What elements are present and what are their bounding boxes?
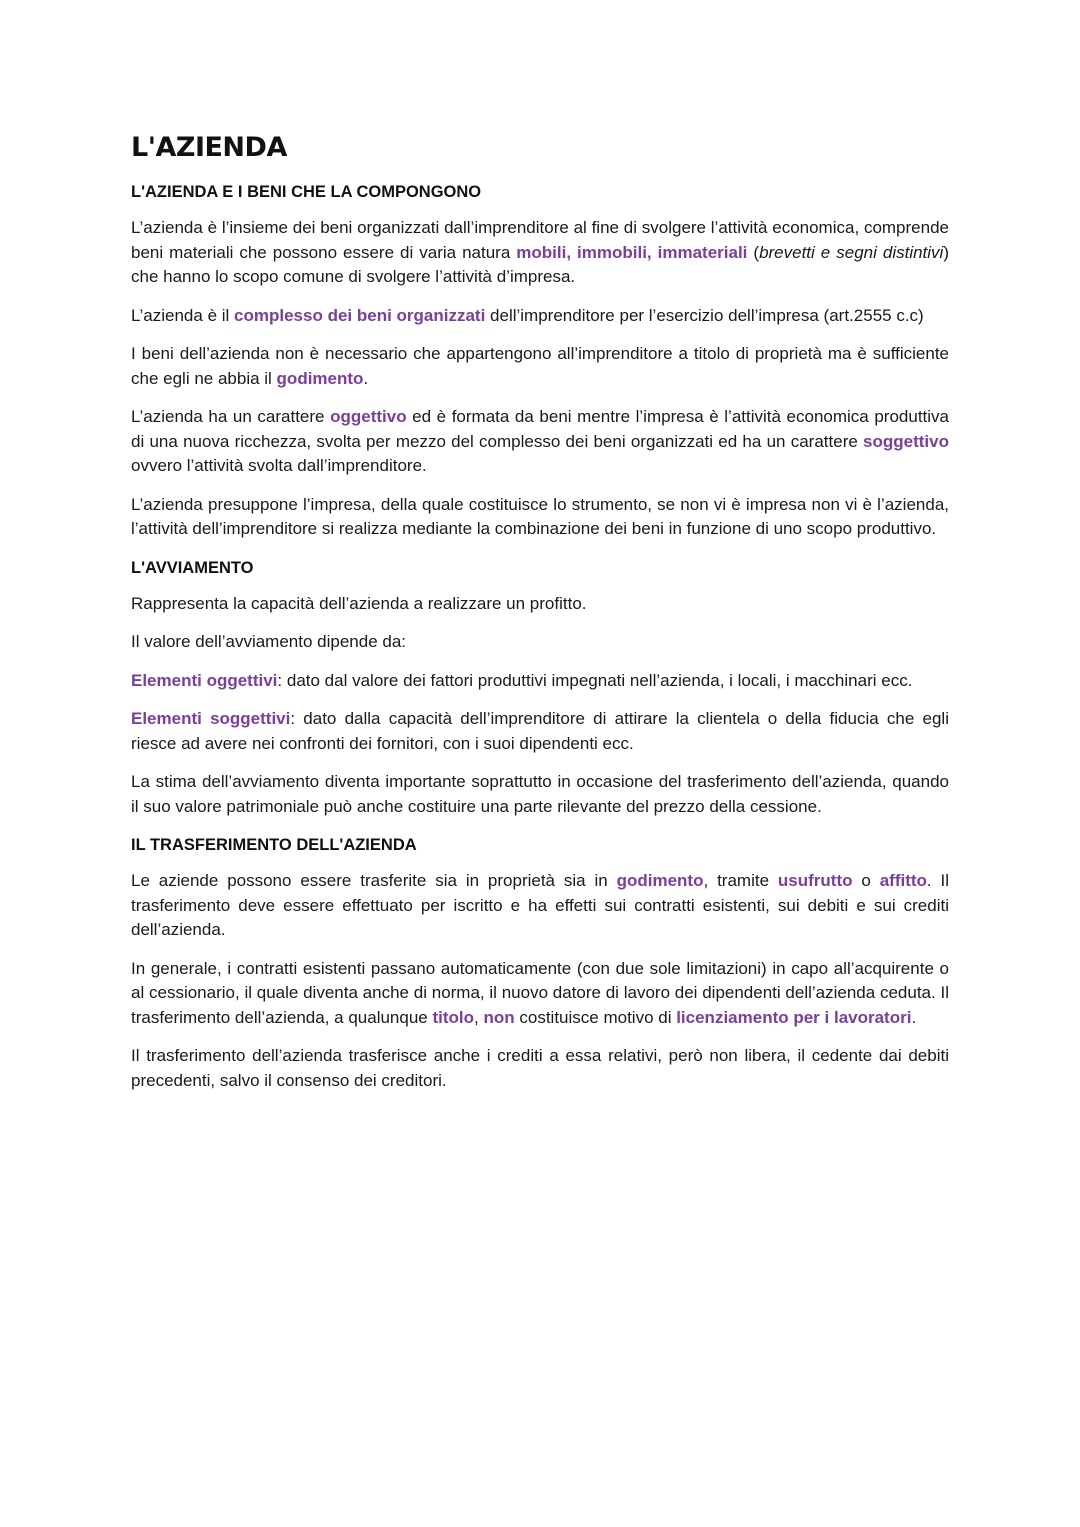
highlighted-term: Elementi soggettivi [131, 709, 291, 728]
text-run: L’azienda è il [131, 305, 235, 325]
paragraph [131, 592, 949, 617]
highlighted-term: oggettivo [330, 407, 407, 426]
text-run: L’azienda è l’insieme dei beni organizzati dall’imprenditore al fine di svolgere l’attività economica, comprende beni materiali che possono essere di varia natura [131, 218, 949, 262]
paragraph [131, 957, 949, 1031]
text-run: L’azienda ha un carattere [131, 407, 331, 426]
document-body [131, 180, 949, 1093]
document-title: L'AZIENDA [131, 132, 287, 163]
paragraph [131, 304, 949, 329]
paragraph [131, 405, 949, 479]
highlighted-term: titolo [432, 1007, 475, 1027]
text-run: ovvero l’attività svolta dall’imprenditore. [131, 456, 427, 475]
paragraph [131, 770, 949, 819]
highlighted-term: complesso dei beni organizzati [234, 305, 486, 325]
paragraph [131, 630, 949, 655]
text-run: . [911, 1007, 917, 1027]
text-run: Il valore dell’avviamento dipende da: [131, 632, 407, 651]
section-heading: L'AZIENDA E I BENI CHE LA COMPONGONO [131, 183, 482, 201]
document-page [131, 128, 949, 1107]
highlighted-term: usufrutto [777, 871, 853, 890]
text-run: ed è formata da beni mentre l’impresa è l’attività economica produttiva di una nuova ricchezza, svolta per mezzo del complesso dei beni organizzati ed ha un carattere [131, 407, 949, 451]
text-run: dell’imprenditore per l’esercizio dell’impresa (art.2555 c.c) [485, 305, 924, 325]
text-run: Le aziende possono essere trasferite sia in proprietà sia in [131, 871, 617, 890]
paragraph [131, 707, 949, 756]
paragraph [131, 493, 949, 542]
text-run: L’azienda presuppone l’impresa, della quale costituisce lo strumento, se non vi è impresa non vi è l’azienda, l’attività dell’imprenditore si realizza mediante la combinazione dei beni in funzione di uno scopo produttivo. [131, 494, 949, 538]
highlighted-term: affitto [879, 871, 927, 890]
text-run: , [474, 1007, 484, 1027]
text-run: I beni dell’azienda non è necessario che appartengono all’imprenditore a titolo di proprietà ma è sufficiente che egli ne abbia il [131, 344, 949, 388]
highlighted-term: soggettivo [863, 431, 949, 451]
paragraph [131, 669, 949, 694]
text-run: costituisce motivo di [514, 1007, 677, 1027]
text-run: Rappresenta la capacità dell’azienda a realizzare un profitto. [131, 593, 587, 613]
highlighted-term: mobili, immobili, immateriali [516, 242, 748, 262]
paragraph [131, 342, 949, 391]
highlighted-term: godimento [276, 368, 364, 388]
highlighted-term: godimento [616, 871, 704, 890]
text-run: ( [747, 242, 760, 262]
paragraph [131, 869, 949, 943]
text-run: Il trasferimento dell’azienda trasferisce anche i crediti a essa relativi, però non libera, il cedente dai debiti precedenti, salvo il consenso dei creditori. [131, 1046, 949, 1090]
text-run: La stima dell’avviamento diventa importante soprattutto in occasione del trasferimento dell’azienda, quando il suo valore patrimoniale può anche costituire una parte rilevante del prezzo della cessione. [131, 772, 949, 816]
text-run: ) che hanno lo scopo comune di svolgere l’attività d’impresa. [131, 242, 950, 286]
text-run: : dato dalla capacità dell’imprenditore di attirare la clientela o della fiducia che egli riesce ad avere nei confronti dei fornitori, con i suoi dipendenti ecc. [131, 709, 949, 753]
paragraph [131, 1044, 949, 1093]
paragraph [131, 216, 949, 290]
highlighted-term: non [483, 1007, 515, 1027]
text-run: : dato dal valore dei fattori produttivi impegnati nell’azienda, i locali, i macchinari ecc. [277, 670, 913, 690]
text-run: . Il trasferimento deve essere effettuato per iscritto e ha effetti sui contratti esistenti, sui debiti e sui crediti dell’azienda. [131, 871, 950, 939]
section-heading: L'AVVIAMENTO [131, 558, 254, 577]
section-heading: IL TRASFERIMENTO DELL'AZIENDA [131, 836, 417, 854]
text-run: In generale, i contratti esistenti passano automaticamente (con due sole limitazioni) in capo all’acquirente o al cessionario, il quale diventa anche di norma, il nuovo datore di lavoro dei dipendenti dell’azienda ceduta. Il trasferimento dell’azienda, a qualunque [131, 958, 949, 1027]
text-run: o [852, 871, 880, 890]
italic-text: brevetti e segni distintivi [759, 242, 944, 262]
highlighted-term: Elementi oggettivi [131, 670, 278, 690]
highlighted-term: licenziamento per i lavoratori [676, 1007, 912, 1027]
text-run: . [363, 368, 369, 388]
text-run: , tramite [703, 871, 778, 890]
